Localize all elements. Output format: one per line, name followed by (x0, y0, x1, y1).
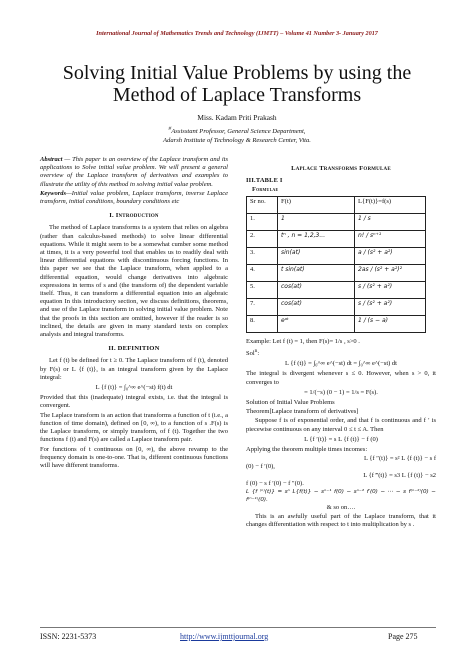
cell-fs: s / (s² + a²) (355, 298, 426, 315)
cell-ft: t sin(at) (278, 264, 355, 281)
definition-paragraph-2: Provided that this (inadequate) integral exists, i.e. that the integral is convergent. (40, 394, 228, 410)
theorem-paragraph-2: Applying the theorem multiple times incomes: (246, 446, 368, 453)
table-row (247, 213, 426, 230)
title-line-2: Method of Laplace Transforms (112, 84, 362, 106)
affiliation-line-2: Adarsh Institute of Technology & Research Center, Vita. (163, 136, 311, 144)
table-row (247, 230, 426, 247)
right-column (246, 165, 436, 530)
paper-title (40, 62, 434, 106)
table-row (247, 298, 426, 315)
definition-paragraph-4: For functions of t continuous on [0, ∞), the above revamp to the frequency domain is one-to-one. That is, different continuous functions will have different transforms. (40, 445, 228, 469)
theorem-title: Theorem[Laplace transform of derivatives] (246, 408, 359, 416)
so-on: & so on…. (326, 504, 356, 512)
cell-fs: a / (s² + a²) (355, 247, 426, 264)
table-row (247, 247, 426, 264)
footer-issn: ISSN: 2231-5373 (40, 632, 97, 641)
header-fs: L{F(t)}=f(s) (355, 196, 426, 213)
solution-equation: L {f (t)} = ∫₀^∞ e^(−st) dt = ∫₀^∞ e^(−st) dt (285, 360, 397, 368)
keywords (40, 190, 228, 206)
cell-sr: 4. (247, 264, 278, 281)
cell-sr: 8. (247, 315, 278, 332)
formulae-table (246, 196, 426, 333)
solution-equation-2: = 1/(−s) (0 − 1) = 1/s = F(s). (304, 388, 378, 396)
solution-paragraph: The integral is divergent whenever s ≤ 0. However, when s > 0, it converges to (246, 370, 436, 386)
keywords-text: —Initial value problem, Laplace transform, inverse Laplace transform, initial conditions, boundary conditions etc (40, 189, 228, 206)
theorem-equation-3: L {f ‴(t)} = s3 L {f (t)} − s2 (363, 471, 436, 479)
cell-sr: 7. (247, 298, 278, 315)
footer-divider (40, 627, 436, 628)
intro-paragraph: The method of Laplace transforms is a system that relies on algebra (rather than calculus-based methods) to solve linear differential equations. While it might seem to be a somewhat cumber some method at times, it is a very powerful tool that enables us to readily deal with linear differential equations with discontinuous forcing functions. In this paper we see that the Laplace transform, when applied to a differential equation, would change derivatives into algebraic expressions in terms of s and (the transform of) the dependent variable itself. Thus, it can transform a differential equation into an algebraic equation In this introductory section, we discuss definitions, theorems, and use of the Laplace transform in solving initial value problem. Note that the proofs in this section are omitted, however if the reader is so inclined, the details are given in many standard texts on complex analysis and integral transforms. (40, 224, 228, 339)
definition-paragraph-1: Let f (t) be defined for t ≥ 0. The Laplace transform of f (t), denoted by F(s) or L {f (t)}, is an integral transform given by the Laplace integral: (40, 357, 228, 381)
abstract-label: Abstract (40, 156, 63, 163)
example-line: Example: Let f (t) = 1, then F(s)= 1/s , s>0 . (246, 337, 360, 345)
table-subtitle: Formulae (252, 186, 279, 194)
solution-label: Sol$^n$: (246, 347, 260, 357)
footer-url[interactable] (180, 632, 268, 641)
table-header-row (247, 196, 426, 213)
formulae-heading: Laplace Transforms Formulae (291, 165, 391, 172)
author-name: Miss. Kadam Priti Prakash (197, 113, 277, 122)
table-row (247, 281, 426, 298)
cell-ft: tⁿ , n = 1,2,3... (278, 230, 355, 247)
theorem-paragraph: Suppose f is of exponential order, and that f is continuous and f ′ is piecewise continuous on any interval 0 ≤ t ≤ A. Then (246, 417, 436, 433)
keywords-label: Keywords (40, 189, 66, 197)
cell-ft: eᵃᵗ (278, 315, 355, 332)
theorem-equation-2: L {f ″(t)} = s² L {f (t)} − s f (364, 455, 436, 463)
cell-ft: sin(at) (278, 247, 355, 264)
theorem-equation-1: L {f ′(t)} = s L {f (t)} − f (0) (304, 435, 378, 443)
journal-link[interactable]: http://www.ijmttjournal.org (180, 632, 269, 641)
cell-sr: 2. (247, 230, 278, 247)
definition-heading: II. DEFINITION (108, 345, 160, 353)
journal-header: International Journal of Mathematics Trends and Technology (IJMTT) – Volume 41 Number 3- January 2017 (96, 30, 378, 37)
cell-fs: 1 / (s − a) (355, 315, 426, 332)
cell-fs: n! / sⁿ⁺¹ (355, 230, 426, 247)
solving-heading: Solution of Initial Value Problems (246, 398, 335, 406)
theorem-equation-4: L {f ⁽ⁿ⁾(t)} = sⁿ L{f(t)} − sⁿ⁻¹ f(0) − sⁿ⁻² f′(0) − ⋯ − s f⁽ⁿ⁻²⁾(0) − f⁽ⁿ⁻¹⁾(0). (246, 489, 436, 504)
theorem-equation-2b: (0) − f ′(0), (246, 463, 275, 471)
definition-paragraph-3: The Laplace transform is an action that transforms a function of t (i.e., a function of time domain), defined on [0, ∞), to a function of s .F(s) is the Laplace transform, or simply transform, of f (t). Together the two functions f (t) and F(s) are called a Laplace transform pair. (40, 411, 228, 444)
intro-heading: I. Introduction (109, 212, 159, 220)
cell-sr: 5. (247, 281, 278, 298)
left-column (40, 156, 228, 471)
title-line-1: Solving Initial Value Problems by using the (62, 62, 412, 84)
affiliation-line-1: Assisstant Professor, General Science Department, (171, 128, 306, 136)
cell-ft: cos(at) (278, 298, 355, 315)
cell-fs: s / (s² + a²) (355, 281, 426, 298)
cell-fs: 1 / s (355, 213, 426, 230)
cell-sr: 1. (247, 213, 278, 230)
footer-page: Page 275 (388, 632, 418, 641)
abstract (40, 156, 228, 189)
cell-ft: 1 (278, 213, 355, 230)
table-title: III.TABLE I (246, 177, 283, 185)
abstract-text: — This paper is an overview of the Laplace transform and its applications to Solve initial value problem. We will present a general overview of the Laplace transform of derivatives and examples to illustrate the utility of this method in solving initial value problem. (40, 156, 228, 188)
cell-fs: 2as / (s² + a²)² (355, 264, 426, 281)
theorem-equation-3b: f (0) − s f ′(0) − f ″(0). (246, 479, 304, 487)
cell-sr: 3. (247, 247, 278, 264)
header-sr: Sr no. (247, 196, 278, 213)
definition-equation: L {f (t)} = ∫₀^∞ e^(−st) f(t) dt (95, 384, 173, 392)
cell-ft: cos(at) (278, 281, 355, 298)
closing-paragraph: This is an awfully useful part of the Laplace transform, that it changes differentiation with respect to t into multiplication by s . (246, 512, 436, 528)
affiliation: #Assisstant Professor, General Science Department, Adarsh Institute of Technology & Research Center, Vita. (0, 125, 474, 145)
table-row (247, 264, 426, 281)
table-row (247, 315, 426, 332)
header-ft: F(t) (278, 196, 355, 213)
